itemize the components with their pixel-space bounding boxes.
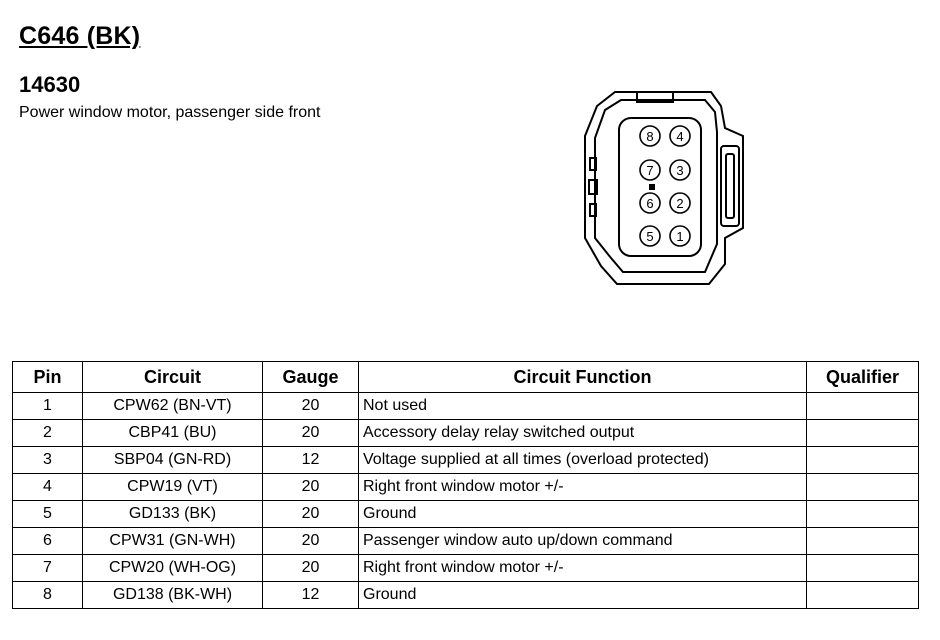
table-row [13, 393, 919, 420]
circuit-cell: CPW20 (WH-OG) [83, 555, 263, 582]
pin-label: 7 [646, 163, 654, 178]
function-cell: Ground [359, 582, 807, 609]
column-header-gauge: Gauge [263, 362, 359, 393]
function-cell: Ground [359, 501, 807, 528]
pin-cell: 4 [13, 474, 83, 501]
gauge-cell: 20 [263, 528, 359, 555]
pin-cell: 6 [13, 528, 83, 555]
qualifier-cell [807, 420, 919, 447]
qualifier-cell [807, 582, 919, 609]
table-row [13, 501, 919, 528]
connector-id: C646 (BK) [19, 22, 141, 50]
circuit-cell: CPW19 (VT) [83, 474, 263, 501]
part-number: 14630 [19, 72, 81, 97]
column-header-circuit: Circuit [83, 362, 263, 393]
column-header-qualifier: Qualifier [807, 362, 919, 393]
function-cell: Voltage supplied at all times (overload protected) [359, 447, 807, 474]
gauge-cell: 12 [263, 447, 359, 474]
circuit-cell: SBP04 (GN-RD) [83, 447, 263, 474]
qualifier-cell [807, 474, 919, 501]
qualifier-cell [807, 528, 919, 555]
gauge-cell: 20 [263, 420, 359, 447]
pin-cell: 2 [13, 420, 83, 447]
table-row [13, 555, 919, 582]
table-header-row [13, 362, 919, 393]
gauge-cell: 20 [263, 501, 359, 528]
pin-cell: 3 [13, 447, 83, 474]
circuit-cell: GD138 (BK-WH) [83, 582, 263, 609]
pin-label: 5 [646, 229, 654, 244]
pin-label: 8 [646, 129, 654, 144]
column-header-circuit-function: Circuit Function [359, 362, 807, 393]
pin-label: 1 [676, 229, 684, 244]
qualifier-cell [807, 501, 919, 528]
function-cell: Accessory delay relay switched output [359, 420, 807, 447]
pin-cell: 1 [13, 393, 83, 420]
pin-cell: 7 [13, 555, 83, 582]
table-row [13, 420, 919, 447]
table-row [13, 474, 919, 501]
function-cell: Right front window motor +/- [359, 555, 807, 582]
table-row [13, 447, 919, 474]
pin-label: 3 [676, 163, 684, 178]
connector-face-diagram [575, 88, 755, 288]
table-row [13, 582, 919, 609]
qualifier-cell [807, 447, 919, 474]
pin-table [12, 361, 919, 609]
pin-label: 2 [676, 196, 684, 211]
pin-label: 4 [676, 129, 684, 144]
circuit-cell: CBP41 (BU) [83, 420, 263, 447]
column-header-pin: Pin [13, 362, 83, 393]
table-row [13, 528, 919, 555]
connector-description: Power window motor, passenger side front [19, 104, 321, 121]
pin-label: 6 [646, 196, 654, 211]
pin-cell: 8 [13, 582, 83, 609]
gauge-cell: 20 [263, 474, 359, 501]
gauge-cell: 20 [263, 555, 359, 582]
circuit-cell: GD133 (BK) [83, 501, 263, 528]
function-cell: Not used [359, 393, 807, 420]
qualifier-cell [807, 393, 919, 420]
function-cell: Right front window motor +/- [359, 474, 807, 501]
function-cell: Passenger window auto up/down command [359, 528, 807, 555]
circuit-cell: CPW31 (GN-WH) [83, 528, 263, 555]
circuit-cell: CPW62 (BN-VT) [83, 393, 263, 420]
gauge-cell: 20 [263, 393, 359, 420]
gauge-cell: 12 [263, 582, 359, 609]
pin-cell: 5 [13, 501, 83, 528]
qualifier-cell [807, 555, 919, 582]
